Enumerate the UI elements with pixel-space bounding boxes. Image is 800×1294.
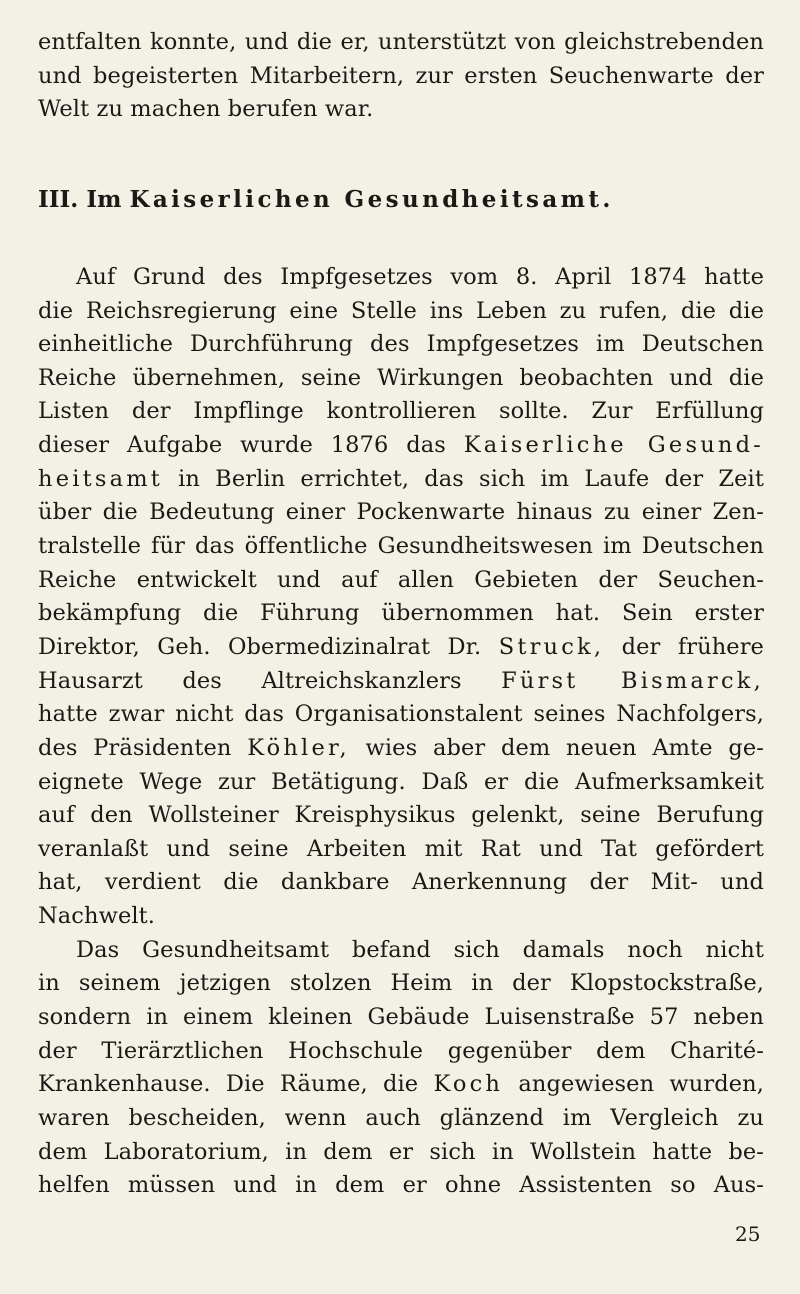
text-line: eignete Wege zur Betätigung. Daß er die Aufmerksamkeit [38,768,764,795]
text-segment: des Präsidenten [38,734,232,761]
text-line: helfen müssen und in dem er ohne Assistenten so Aus- [38,1172,764,1199]
text-line: und begeisterten Mitarbeitern, zur ersten Seuchenwarte der [38,62,764,89]
text-line: hatte zwar nicht das Organisationstalent seines Nachfolgers, [38,701,764,728]
text-segment: wies aber dem neuen Amte ge- [365,734,764,761]
text-line [38,665,764,699]
text-line: Listen der Impflinge kontrollieren sollte. Zur Erfüllung [38,398,764,425]
text-line: der Tierärztlichen Hochschule gegenüber dem Charité- [38,1037,764,1064]
spaced-term: heitsamt [38,465,163,492]
text-segment: Krankenhause. Die Räume, die [38,1071,419,1098]
text-line: dem Laboratorium, in dem er sich in Wollstein hatte be- [38,1138,764,1165]
spaced-name-koehler: Köhler, [247,734,350,761]
text-line: in seinem jetzigen stolzen Heim in der Klopstockstraße, [38,970,764,997]
text-line [38,732,764,766]
text-line: Auf Grund des Impfgesetzes vom 8. April 1874 hatte [76,263,764,290]
spaced-name-struck: Struck, [498,633,605,660]
section-title-spaced: Kaiserlichen Gesundheitsamt. [129,185,614,213]
text-line [38,463,764,497]
text-line: einheitliche Durchführung des Impfgesetzes im Deutschen [38,331,764,358]
section-title-word: Im [86,185,122,213]
spaced-term: Kaiserliche Gesund- [463,432,764,459]
text-line: Das Gesundheitsamt befand sich damals noch nicht [76,936,764,963]
text-line: die Reichsregierung eine Stelle ins Leben zu rufen, die die [38,297,764,324]
text-line: hat, verdient die dankbare Anerkennung der Mit- und [38,869,764,896]
page-number: 25 [735,1222,761,1246]
text-line [38,429,764,463]
spaced-name-bismarck: Fürst Bismarck, [501,667,764,694]
text-line: Welt zu machen berufen war. [38,96,374,123]
text-line: waren bescheiden, wenn auch glänzend im Vergleich zu [38,1104,764,1131]
text-line: tralstelle für das öffentliche Gesundheitswesen im Deutschen [38,533,764,560]
text-segment: Hausarzt des Altreichskanzlers [38,667,462,694]
text-line: Reiche übernehmen, seine Wirkungen beobachten und die [38,364,764,391]
section-heading [38,183,764,217]
section-number: III. [38,185,79,213]
text-segment: dieser Aufgabe wurde 1876 das [38,432,446,459]
spaced-name-koch: Koch [433,1071,504,1098]
page-text [38,26,764,1203]
text-segment: der frühere [621,633,764,660]
text-line [38,631,764,665]
text-line [38,1068,764,1102]
text-line: entfalten konnte, und die er, unterstützt von gleichstrebenden [38,29,764,55]
text-line: bekämpfung die Führung übernommen hat. Sein erster [38,600,764,627]
text-line: Reiche entwickelt und auf allen Gebieten der Seuchen- [38,566,764,593]
text-line: Nachwelt. [38,903,156,930]
text-segment: in Berlin errichtet, das sich im Laufe der Zeit [178,465,764,492]
text-segment: Direktor, Geh. Obermedizinalrat Dr. [38,633,482,660]
text-segment: angewiesen wurden, [518,1071,764,1098]
text-line: auf den Wollsteiner Kreisphysikus gelenkt, seine Berufung [38,802,764,829]
text-line: veranlaßt und seine Arbeiten mit Rat und Tat gefördert [38,835,764,862]
text-line: über die Bedeutung einer Pockenwarte hinaus zu einer Zen- [38,499,764,526]
text-line: sondern in einem kleinen Gebäude Luisenstraße 57 neben [38,1004,764,1031]
